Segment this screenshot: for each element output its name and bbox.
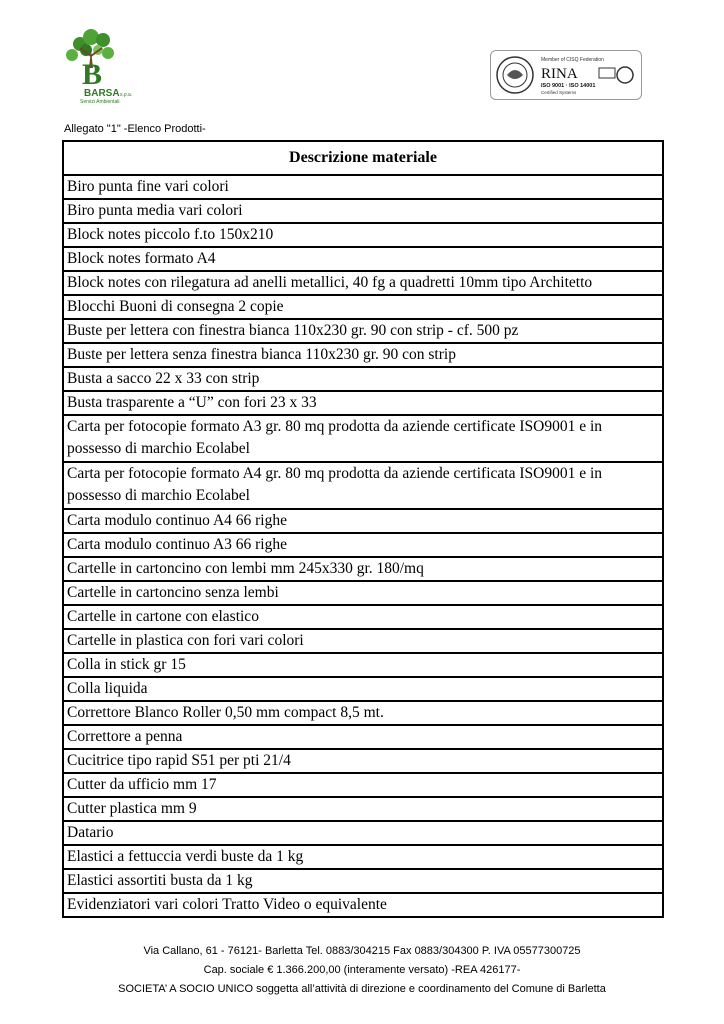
rina-logo xyxy=(491,51,641,99)
table-row xyxy=(63,462,663,509)
tree-icon xyxy=(58,28,158,104)
table-cell: Buste per lettera senza finestra bianca 110x230 gr. 90 con strip xyxy=(63,343,663,367)
table-row xyxy=(63,247,663,271)
table-row xyxy=(63,319,663,343)
page-footer xyxy=(0,942,724,999)
table-row xyxy=(63,415,663,462)
table-row xyxy=(63,343,663,367)
table-cell: Cartelle in plastica con fori vari colori xyxy=(63,629,663,653)
table-row xyxy=(63,175,663,199)
table-cell: Elastici a fettuccia verdi buste da 1 kg xyxy=(63,845,663,869)
table-row xyxy=(63,653,663,677)
table-row xyxy=(63,845,663,869)
table-row xyxy=(63,725,663,749)
footer-capital: Cap. sociale € 1.366.200,00 (interamente versato) -REA 426177- xyxy=(203,964,521,976)
table-cell: Correttore a penna xyxy=(63,725,663,749)
attachment-label: Allegato "1" -Elenco Prodotti- xyxy=(64,123,206,135)
table-cell: Biro punta media vari colori xyxy=(63,199,663,223)
materials-table xyxy=(62,140,664,918)
table-cell: Datario xyxy=(63,821,663,845)
table-row xyxy=(63,271,663,295)
table-cell: Elastici assortiti busta da 1 kg xyxy=(63,869,663,893)
table-cell: Carta per fotocopie formato A4 gr. 80 mq prodotta da aziende certificata ISO9001 e in possesso di marchio Ecolabel xyxy=(63,462,663,509)
rina-certification-badge xyxy=(490,50,642,100)
table-cell: Cutter plastica mm 9 xyxy=(63,797,663,821)
table-cell: Busta a sacco 22 x 33 con strip xyxy=(63,367,663,391)
table-row xyxy=(63,629,663,653)
table-cell: Block notes con rilegatura ad anelli metallici, 40 fg a quadretti 10mm tipo Architetto xyxy=(63,271,663,295)
svg-text:Servizi Ambientali: Servizi Ambientali xyxy=(80,99,120,104)
table-row xyxy=(63,605,663,629)
svg-text:BARSA: BARSA xyxy=(84,88,120,99)
table-cell: Cartelle in cartoncino senza lembi xyxy=(63,581,663,605)
table-cell: Buste per lettera con finestra bianca 110x230 gr. 90 con strip - cf. 500 pz xyxy=(63,319,663,343)
table-row xyxy=(63,701,663,725)
table-cell: Carta modulo continuo A4 66 righe xyxy=(63,509,663,533)
table-cell: Cartelle in cartone con elastico xyxy=(63,605,663,629)
barsa-logo xyxy=(58,28,158,104)
table-cell: Cartelle in cartoncino con lembi mm 245x330 gr. 180/mq xyxy=(63,557,663,581)
table-row xyxy=(63,509,663,533)
table-row xyxy=(63,557,663,581)
table-row xyxy=(63,821,663,845)
table-cell: Busta trasparente a “U” con fori 23 x 33 xyxy=(63,391,663,415)
table-cell: Colla in stick gr 15 xyxy=(63,653,663,677)
footer-address: Via Callano, 61 - 76121- Barletta Tel. 0883/304215 Fax 0883/304300 P. IVA 05577300725 xyxy=(143,945,581,957)
svg-text:Member of CISQ Federation: Member of CISQ Federation xyxy=(541,57,604,63)
table-cell: Blocchi Buoni di consegna 2 copie xyxy=(63,295,663,319)
table-cell: Cucitrice tipo rapid S51 per pti 21/4 xyxy=(63,749,663,773)
table-row xyxy=(63,533,663,557)
table-row xyxy=(63,199,663,223)
table-cell: Evidenziatori vari colori Tratto Video o equivalente xyxy=(63,893,663,917)
table-row xyxy=(63,893,663,917)
table-cell: Block notes formato A4 xyxy=(63,247,663,271)
table-row xyxy=(63,869,663,893)
table-cell: Carta modulo continuo A3 66 righe xyxy=(63,533,663,557)
table-cell: Correttore Blanco Roller 0,50 mm compact 8,5 mt. xyxy=(63,701,663,725)
table-cell: Block notes piccolo f.to 150x210 xyxy=(63,223,663,247)
svg-text:ISO 9001 · ISO 14001: ISO 9001 · ISO 14001 xyxy=(541,83,596,89)
table-row xyxy=(63,749,663,773)
table-cell: Biro punta fine vari colori xyxy=(63,175,663,199)
svg-text:B: B xyxy=(82,58,103,91)
table-row xyxy=(63,797,663,821)
table-header: Descrizione materiale xyxy=(63,141,663,175)
table-row xyxy=(63,295,663,319)
svg-text:Certified Systems: Certified Systems xyxy=(541,90,577,95)
table-row xyxy=(63,677,663,701)
table-cell: Colla liquida xyxy=(63,677,663,701)
footer-company-note: SOCIETA’ A SOCIO UNICO soggetta all’attività di direzione e coordinamento del Comune di Barletta xyxy=(118,983,606,995)
table-cell: Carta per fotocopie formato A3 gr. 80 mq prodotta da aziende certificate ISO9001 e in possesso di marchio Ecolabel xyxy=(63,415,663,462)
table-row xyxy=(63,367,663,391)
table-cell: Cutter da ufficio mm 17 xyxy=(63,773,663,797)
table-row xyxy=(63,773,663,797)
svg-text:RINA: RINA xyxy=(541,66,578,82)
table-row xyxy=(63,581,663,605)
table-row xyxy=(63,391,663,415)
table-row xyxy=(63,223,663,247)
svg-text:s.p.a.: s.p.a. xyxy=(120,92,133,98)
